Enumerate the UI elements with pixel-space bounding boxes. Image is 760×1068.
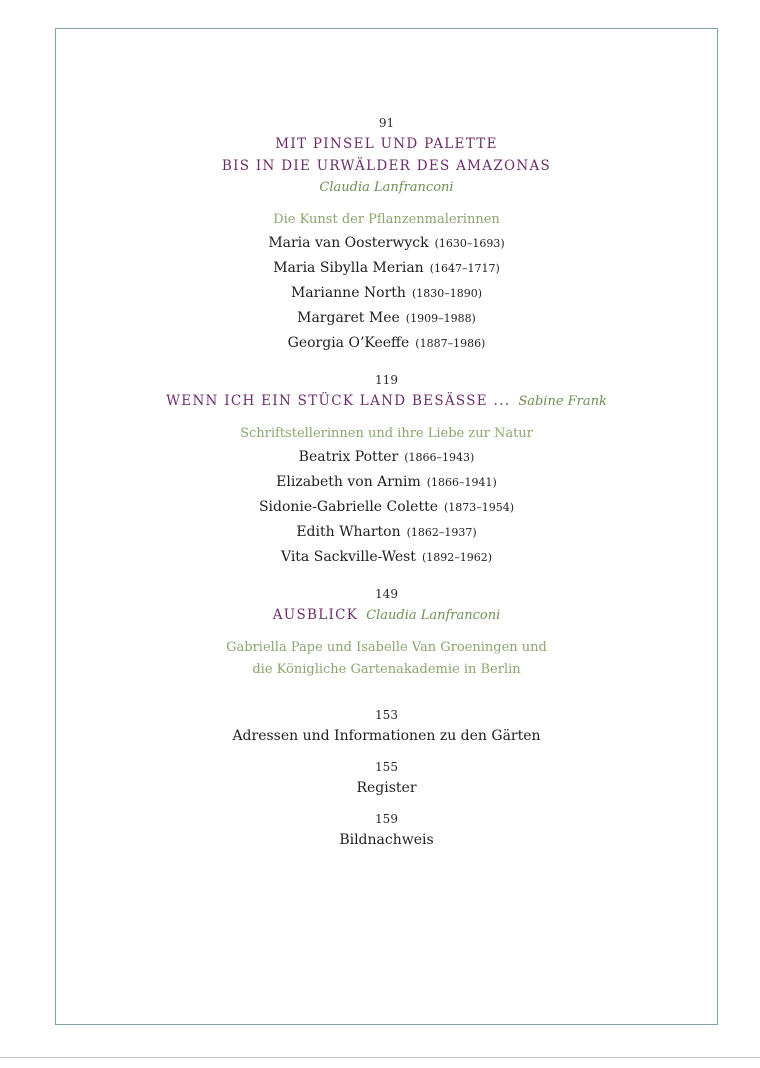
entry-name: Elizabeth von Arnim — [276, 474, 421, 490]
section-subtitle: Die Kunst der Pflanzenmalerinnen — [273, 212, 500, 227]
list-item — [56, 256, 717, 281]
entry-years: (1909–1988) — [405, 312, 476, 325]
section-subtitle: Schriftstellerinnen und ihre Liebe zur Natur — [240, 426, 533, 441]
section-title-text: WENN ICH EIN STÜCK LAND BESÄSSE ... — [166, 393, 511, 409]
entry-name: Sidonie-Gabrielle Colette — [258, 499, 438, 515]
entry-name: Edith Wharton — [296, 524, 401, 540]
section-subtitle: die Königliche Gartenakademie in Berlin — [252, 662, 521, 677]
section-author: Sabine Frank — [518, 394, 607, 409]
entry-years: (1647–1717) — [429, 262, 500, 275]
page-number: 153 — [375, 708, 398, 722]
entry-name: Margaret Mee — [297, 310, 400, 326]
entry-years: (1866–1943) — [404, 451, 475, 464]
list-item — [56, 445, 717, 470]
page-number: 119 — [375, 373, 398, 387]
list-item — [56, 545, 717, 570]
table-of-contents — [56, 113, 717, 851]
entry-name: Vita Sackville-West — [280, 549, 416, 565]
entry-name: Beatrix Potter — [298, 449, 399, 465]
entry-years: (1830–1890) — [411, 287, 483, 300]
section-title: BIS IN DIE URWÄLDER DES AMAZONAS — [221, 158, 552, 174]
section-author: Claudia Lanfranconi — [366, 608, 501, 623]
list-item — [56, 281, 717, 306]
page-number: 149 — [375, 587, 398, 601]
page-number: 159 — [375, 812, 398, 826]
appendix-entry: Register — [356, 780, 417, 796]
entry-name: Maria Sibylla Merian — [273, 260, 424, 276]
page-number: 155 — [375, 760, 398, 774]
divider — [0, 1057, 760, 1058]
list-item — [56, 331, 717, 356]
section-title-text: AUSBLICK — [272, 607, 359, 623]
entry-name: Marianne North — [290, 285, 406, 301]
list-item — [56, 470, 717, 495]
section-title — [56, 604, 717, 627]
section-author: Claudia Lanfranconi — [319, 180, 454, 195]
book-page — [55, 28, 718, 1025]
entry-years: (1892–1962) — [421, 551, 493, 564]
entry-name: Maria van Oosterwyck — [268, 235, 429, 251]
section-subtitle: Gabriella Pape und Isabelle Van Groeningen und — [226, 640, 547, 655]
list-item — [56, 520, 717, 545]
appendix-entry: Bildnachweis — [339, 832, 434, 848]
entry-name: Georgia O’Keeffe — [287, 335, 410, 351]
entry-years: (1862–1937) — [406, 526, 477, 539]
entry-years: (1630–1693) — [434, 237, 505, 250]
list-item — [56, 231, 717, 256]
entry-years: (1887–1986) — [415, 337, 486, 350]
list-item — [56, 306, 717, 331]
entry-years: (1866–1941) — [426, 476, 497, 489]
list-item — [56, 495, 717, 520]
section-title — [56, 390, 717, 413]
appendix-entry: Adressen und Informationen zu den Gärten — [232, 728, 541, 744]
page-number: 91 — [378, 116, 395, 130]
entry-years: (1873–1954) — [443, 501, 515, 514]
section-title: MIT PINSEL UND PALETTE — [275, 136, 498, 152]
